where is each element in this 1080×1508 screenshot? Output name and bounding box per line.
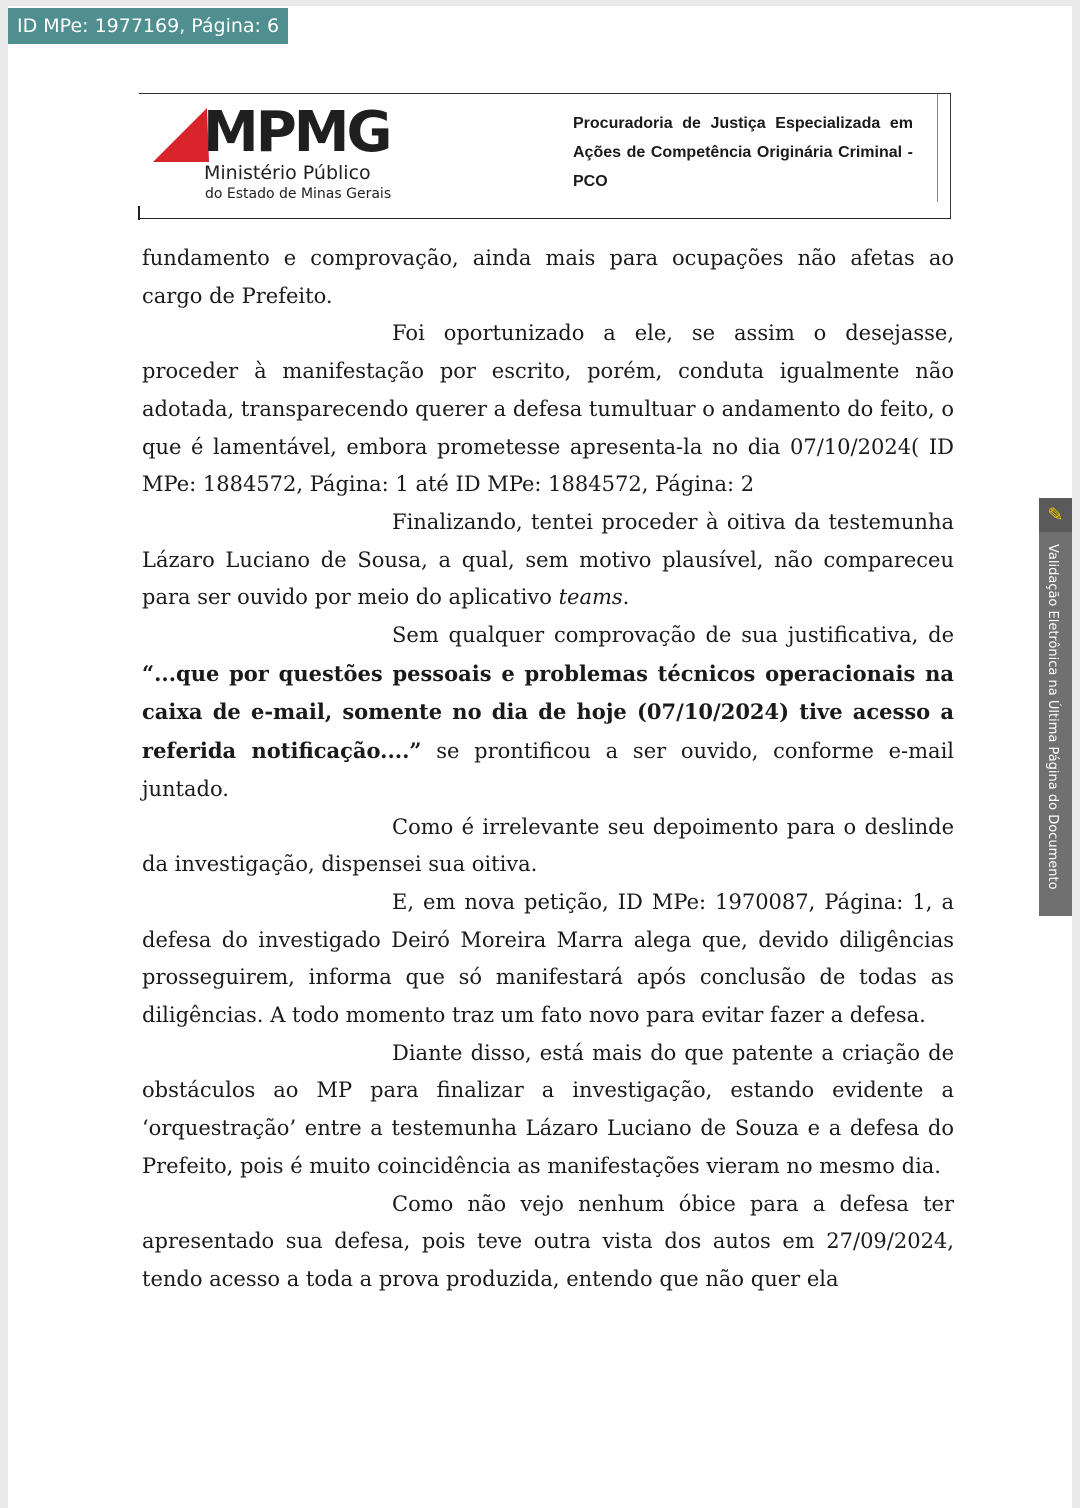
text-segment: E, em nova petição, ID MPe: 1970087, Página: 1, a defesa do investigado Deiró Moreira Marra alega que, devido diligências prosseguirem, informa que só manifestará após conclusão de todas as diligências. A todo momento traz um fato novo para evitar fazer a defesa. — [142, 889, 954, 1028]
header-border-tick — [138, 206, 140, 220]
header-inner-rule — [937, 94, 938, 202]
document-id-badge: ID MPe: 1977169, Página: 6 — [8, 8, 288, 44]
logo-wordmark: MPMG — [203, 100, 390, 165]
organization-name: Procuradoria de Justiça Especializada em Ações de Competência Originária Criminal - PCO — [573, 115, 913, 190]
text-segment: . — [622, 585, 630, 610]
text-segment: Sem qualquer comprovação de sua justificativa, de — [392, 623, 954, 648]
electronic-validation-tab[interactable] — [1039, 498, 1072, 916]
text-bold: “...que por questões pessoais e problemas técnicos operacionais na caixa de e-mail, somente no dia de hoje (07/10/2024) tive acesso a referida notificação....” — [142, 660, 954, 764]
logo-red-triangle-icon — [151, 106, 211, 168]
text-segment: Diante disso, está mais do que patente a criação de obstáculos ao MP para finalizar a investigação, estando evidente a ‘orquestração’ entre a testemunha Lázaro Luciano de Souza e a defesa do Prefeito, pois é muito coincidência as manifestações vieram no mesmo dia. — [142, 1040, 954, 1178]
body-paragraph — [142, 240, 954, 315]
text-segment: Como não vejo nenhum óbice para a defesa ter apresentado sua defesa, pois teve outra vista dos autos em 27/09/2024, tendo acesso a toda a prova produzida, entendo que não quer ela — [142, 1191, 954, 1291]
text-segment: se prontificou a ser ouvido, conforme e-mail juntado. — [142, 739, 954, 801]
validation-label: Validação Eletrônica na Última Página do Documento — [1045, 544, 1060, 890]
body-paragraph — [142, 504, 954, 617]
body-paragraph — [142, 884, 954, 1035]
body-paragraph — [142, 1186, 954, 1299]
body-paragraph — [142, 617, 954, 809]
text-italic: teams — [558, 585, 623, 610]
logo-subtitle: Ministério Público — [204, 162, 371, 184]
body-paragraph — [142, 809, 954, 884]
text-segment: Foi oportunizado a ele, se assim o desejasse, proceder à manifestação por escrito, porém, conduta igualmente não adotada, transparecendo querer a defesa tumultuar o andamento do feito, o que é lamentável, embora prometesse apresenta-la no dia 07/10/2024( ID MPe: 1884572, Página: 1 até ID MPe: 1884572, Página: 2 — [142, 321, 954, 497]
text-segment: Finalizando, tentei proceder à oitiva da testemunha Lázaro Luciano de Sousa, a qual, sem motivo plausível, não compareceu para ser ouvido por meio do aplicativo — [142, 509, 954, 610]
page-header — [139, 93, 951, 219]
text-segment: fundamento e comprovação, ainda mais para ocupações não afetas ao cargo de Prefeito. — [142, 246, 954, 308]
pen-icon: ✎ — [1039, 498, 1072, 532]
mpmg-logo — [151, 100, 401, 202]
document-page — [8, 6, 1072, 1508]
text-segment: Como é irrelevante seu depoimento para o deslinde da investigação, dispensei sua oitiva. — [142, 814, 954, 877]
logo-subtitle-state: do Estado de Minas Gerais — [205, 186, 392, 202]
document-body — [142, 240, 954, 1299]
body-paragraph — [142, 1035, 954, 1186]
body-paragraph — [142, 315, 954, 504]
